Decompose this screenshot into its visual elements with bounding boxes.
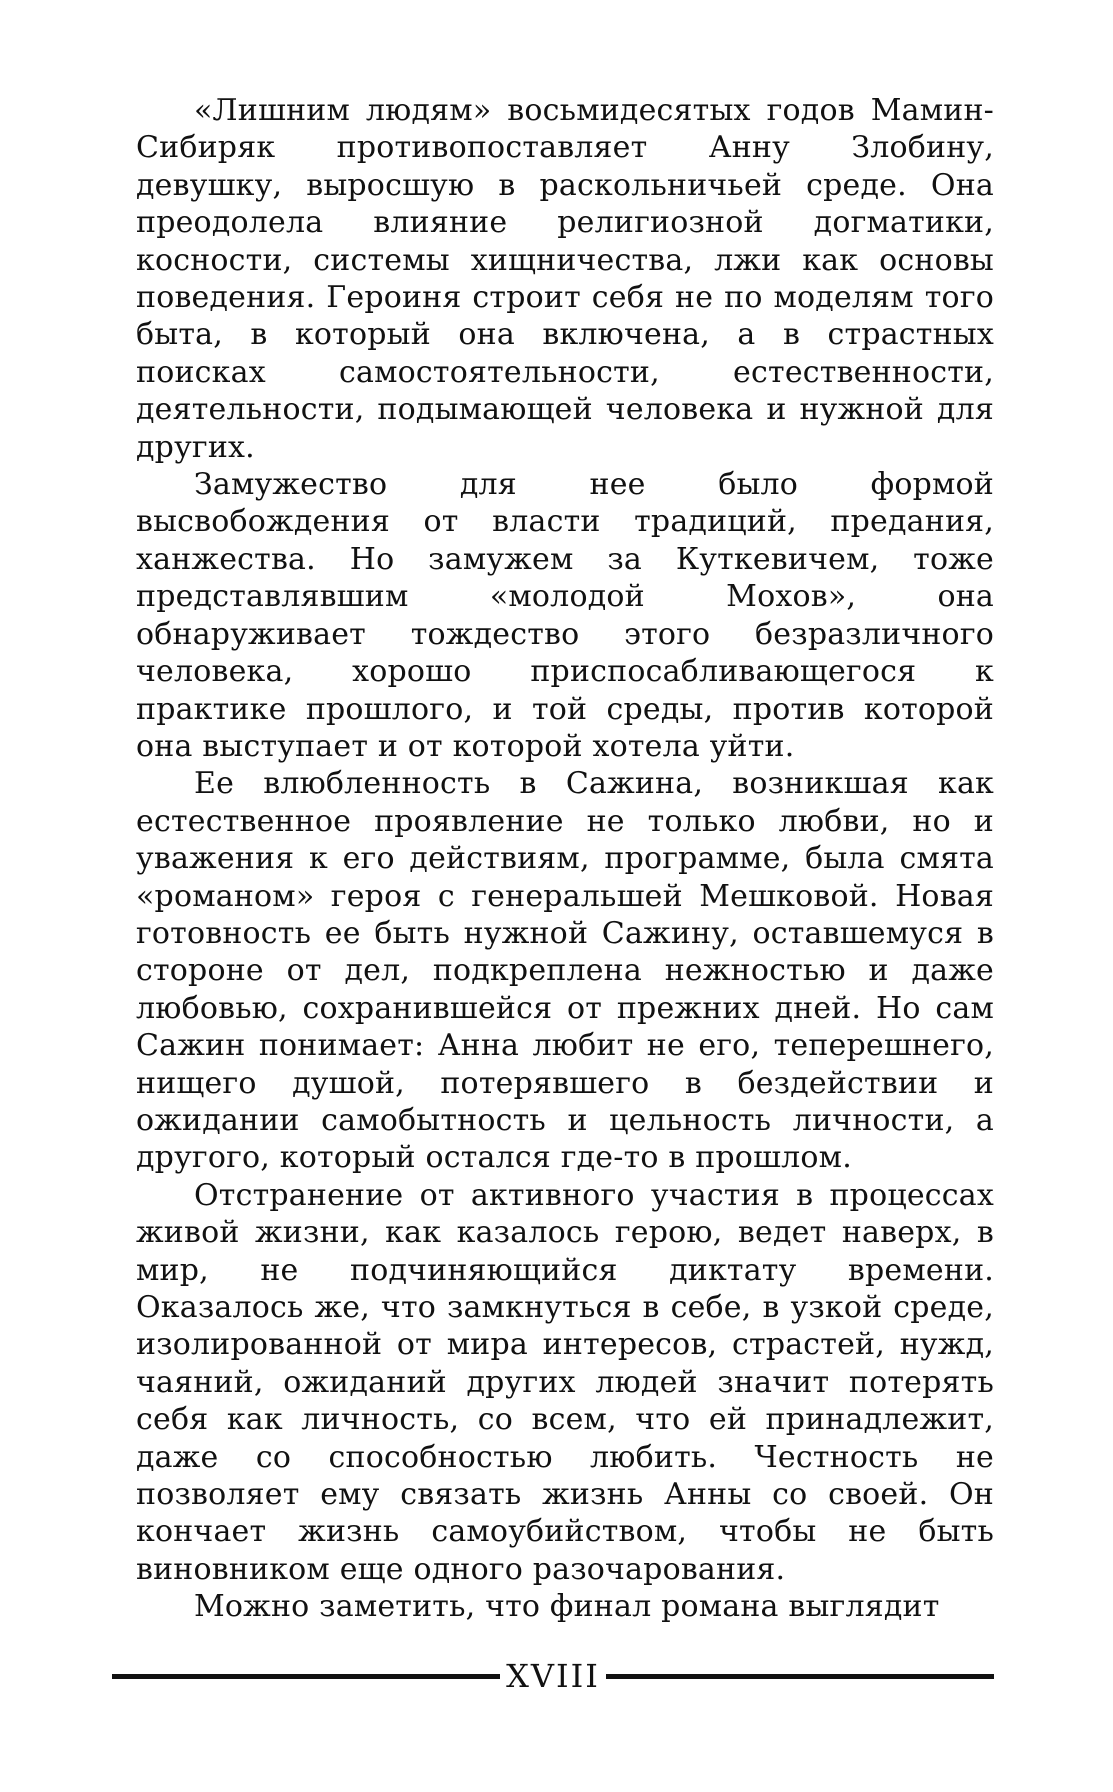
paragraph-2: Замужество для нее было формой высвобождения от власти традиций, предания, ханжества. Но замужем за Куткевичем, тоже представлявшим «молодой Мохов», она обнаруживает тождество этого безразличного человека, хорошо приспосабливающегося к практике прошлого, и той среды, против которой она выступает и от которой хотела уйти. xyxy=(136,467,994,764)
page-footer xyxy=(112,1654,994,1698)
paragraph-5: Можно заметить, что финал романа выглядит xyxy=(194,1589,940,1625)
page-number: XVIII xyxy=(506,1657,600,1695)
paragraph-3: Ее влюбленность в Сажина, возникшая как естественное проявление не только любви, но и уважения к его действиям, программе, была смята «романом» героя с генеральшей Мешковой. Новая готовность ее быть нужной Сажину, оставшемуся в стороне от дел, подкреплена нежностью и даже любовью, сохранившейся от прежних дней. Но сам Сажин понимает: Анна любит не его, теперешнего, нищего душой, потерявшего в бездействии и ожидании самобытность и цельность личности, а другого, который остался где-то в прошлом. xyxy=(136,766,994,1176)
paragraph-1: «Лишним людям» восьмидесятых годов Мамин-Сибиряк противопоставляет Анну Злобину, девушку, выросшую в раскольничьей среде. Она преодолела влияние религиозной догматики, косности, системы хищничества, лжи как основы поведения. Героиня строит себя не по моделям того быта, в который она включена, а в страстных поисках самостоятельности, естественности, деятельности, подымающей человека и нужной для других. xyxy=(136,93,994,465)
footer-rule-right xyxy=(606,1674,994,1679)
text-column xyxy=(136,92,994,1626)
footer-rule-left xyxy=(112,1674,500,1679)
paragraph-4: Отстранение от активного участия в процессах живой жизни, как казалось герою, ведет наверх, в мир, не подчиняющийся диктату времени. Оказалось же, что замкнуться в себе, в узкой среде, изолированной от мира интересов, страстей, нужд, чаяний, ожиданий других людей значит потерять себя как личность, со всем, что ей принадлежит, даже со способностью любить. Честность не позволяет ему связать жизнь Анны со своей. Он кончает жизнь самоубийством, чтобы не быть виновником еще одного разочарования. xyxy=(136,1177,994,1587)
